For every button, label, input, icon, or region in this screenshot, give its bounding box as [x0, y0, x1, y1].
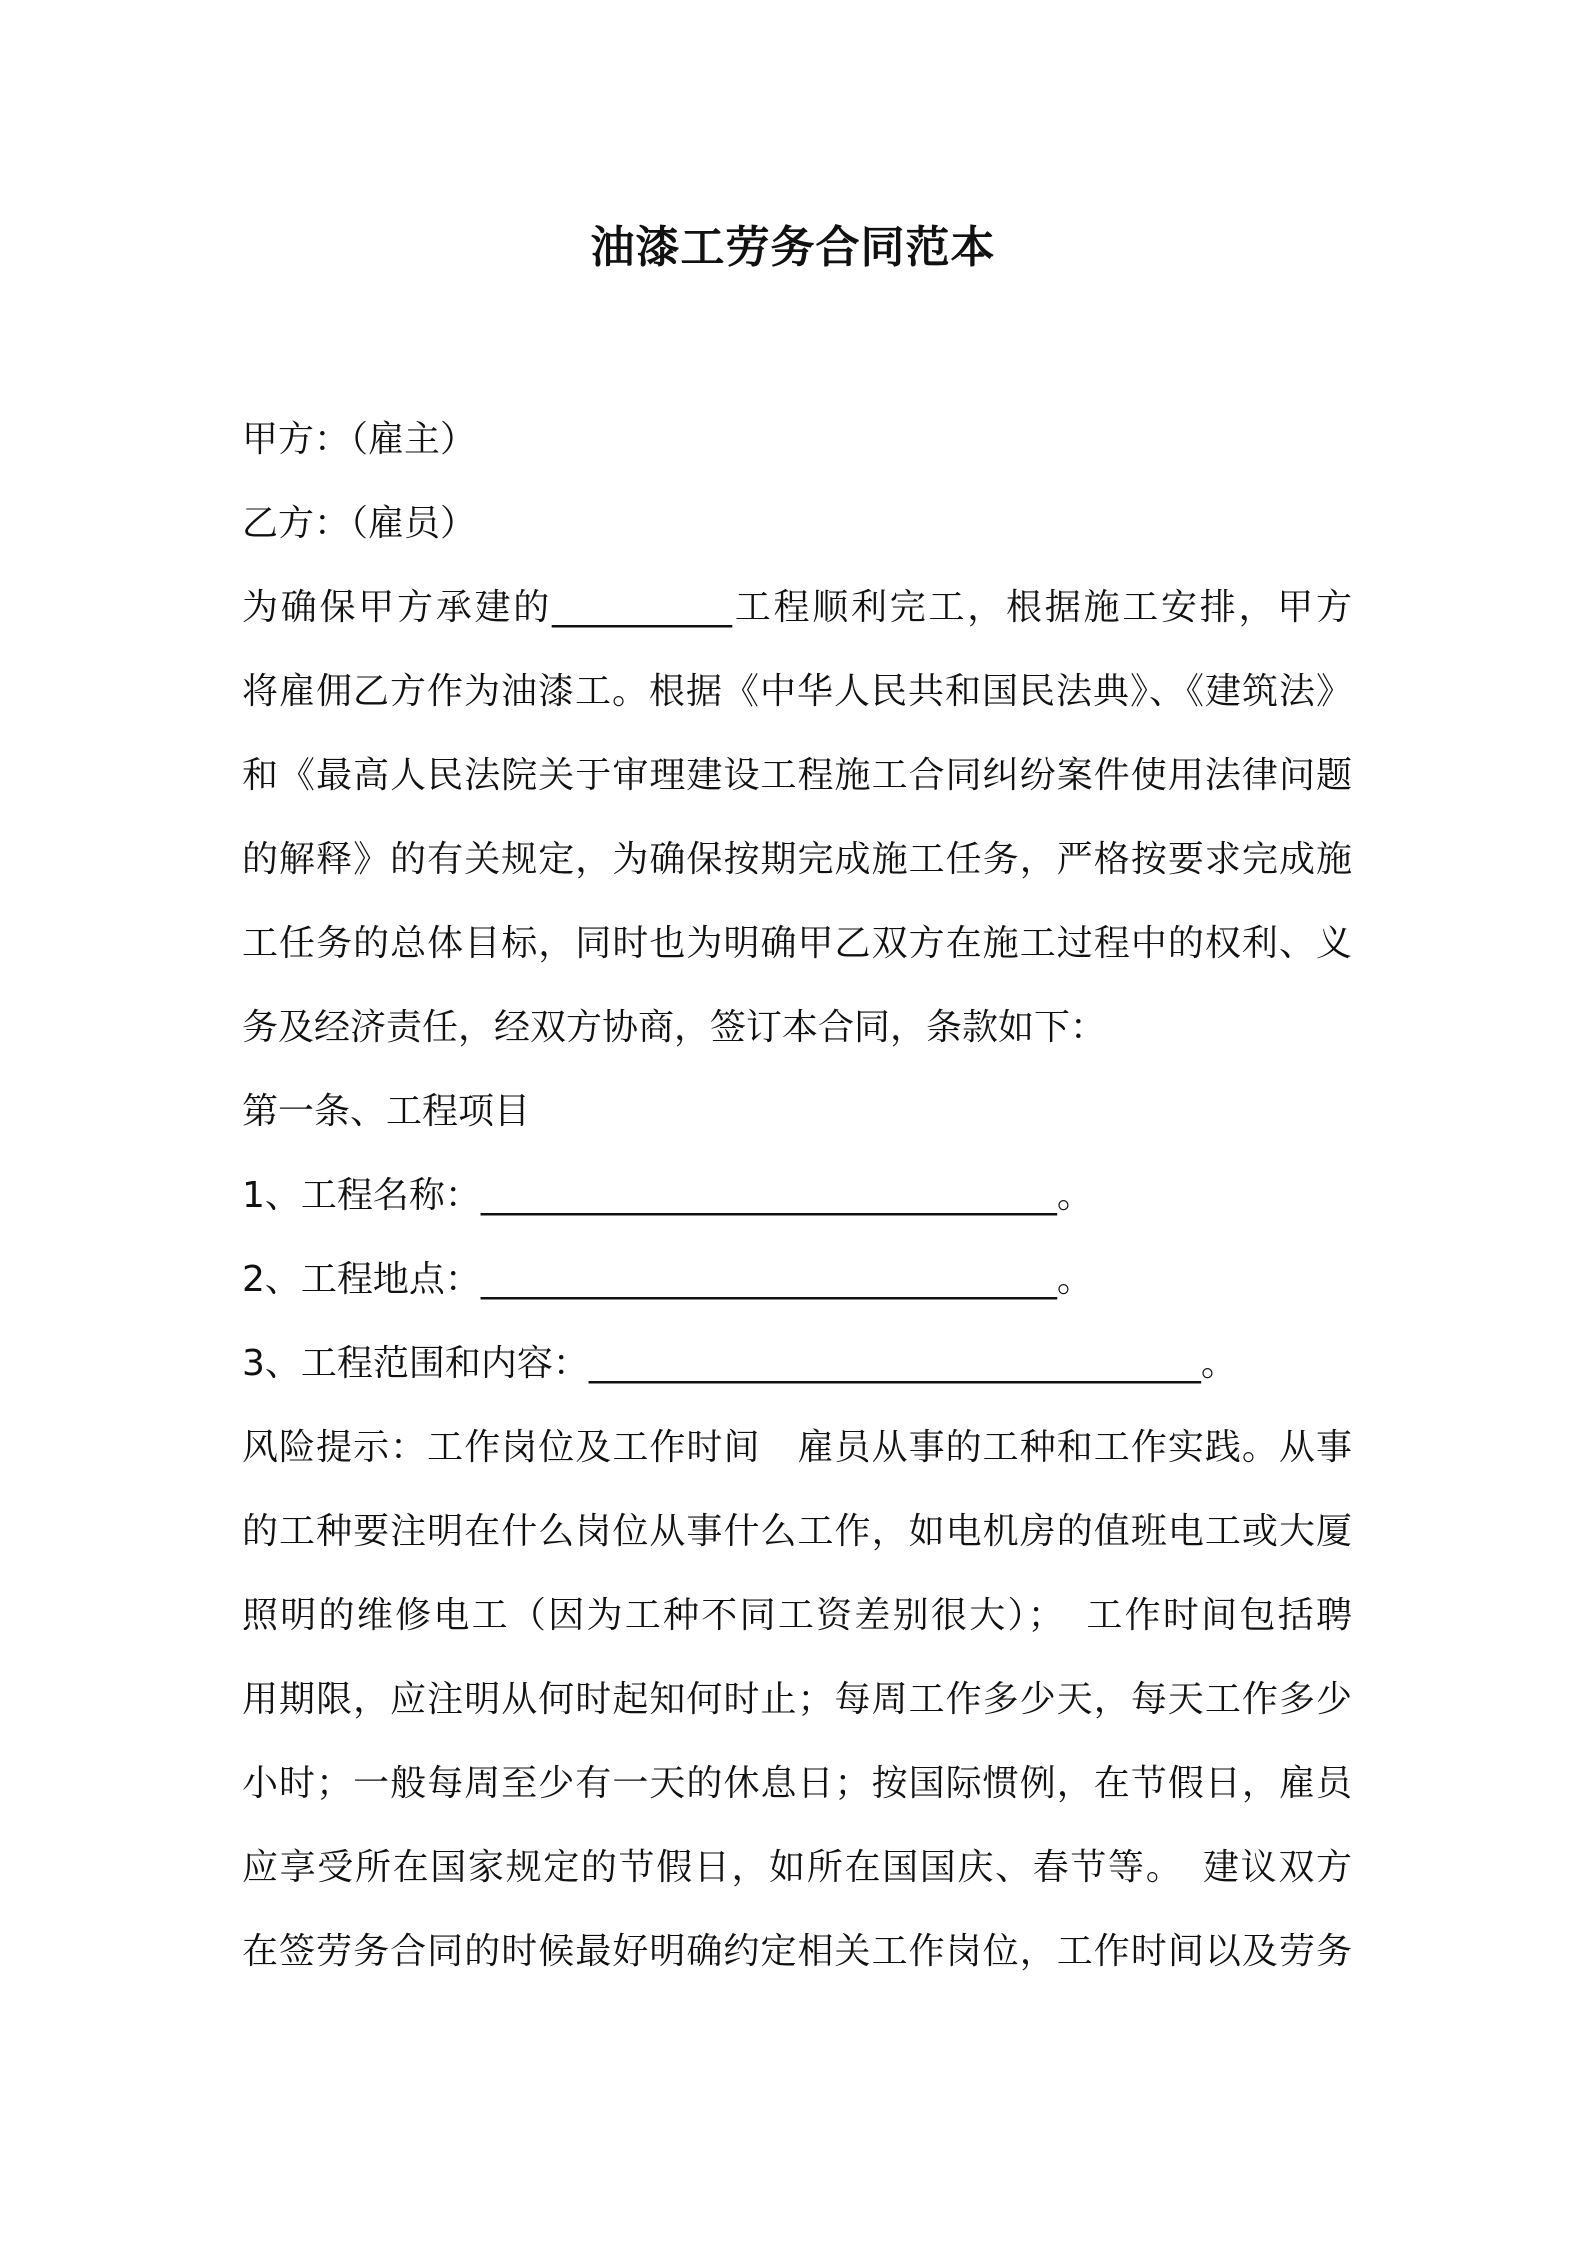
preamble-line: 的解释》的有关规定，为确保按期完成施工任务，严格按要求完成施 [242, 839, 1352, 880]
preamble-line: 工任务的总体目标，同时也为明确甲乙双方在施工过程中的权利、义 [242, 923, 1352, 964]
preamble-line: 将雇佣乙方作为油漆工。根据《中华人民共和国民法典》、《建筑法》 [242, 671, 1352, 712]
project-location-line: 2、工程地点：________________________________。 [242, 1259, 1093, 1300]
party-b-line: 乙方：（雇员） [242, 503, 477, 544]
risk-tip-line: 风险提示：工作岗位及工作时间 雇员从事的工种和工作实践。从事 [242, 1427, 1352, 1468]
risk-tip-line: 在签劳务合同的时候最好明确约定相关工作岗位，工作时间以及劳务 [242, 1931, 1352, 1972]
preamble-line: 和《最高人民法院关于审理建设工程施工合同纠纷案件使用法律问题 [242, 755, 1352, 796]
project-name-line: 1、工程名称：________________________________。 [242, 1175, 1093, 1216]
risk-tip-line: 的工种要注明在什么岗位从事什么工作，如电机房的值班电工或大厦 [242, 1511, 1352, 1552]
risk-tip-line: 小时；一般每周至少有一天的休息日；按国际惯例，在节假日，雇员 [242, 1763, 1352, 1804]
document-title: 油漆工劳务合同范本 [590, 222, 996, 273]
project-scope-line: 3、工程范围和内容：__________________________________。 [242, 1343, 1237, 1384]
risk-tip-line: 用期限，应注明从何时起知何时止；每周工作多少天，每天工作多少 [242, 1679, 1352, 1720]
risk-tip-line: 照明的维修电工（因为工种不同工资差别很大）； 工作时间包括聘 [242, 1595, 1352, 1636]
document-body [242, 398, 1352, 1994]
risk-tip-line: 应享受所在国家规定的节假日，如所在国国庆、春节等。 建议双方 [242, 1847, 1352, 1888]
party-a-line: 甲方：（雇主） [242, 419, 477, 460]
preamble-line: 务及经济责任，经双方协商，签订本合同，条款如下： [242, 1007, 1107, 1048]
article-heading: 第一条、工程项目 [242, 1091, 531, 1132]
preamble-line: 为确保甲方承建的__________工程顺利完工，根据施工安排，甲方 [242, 587, 1352, 628]
